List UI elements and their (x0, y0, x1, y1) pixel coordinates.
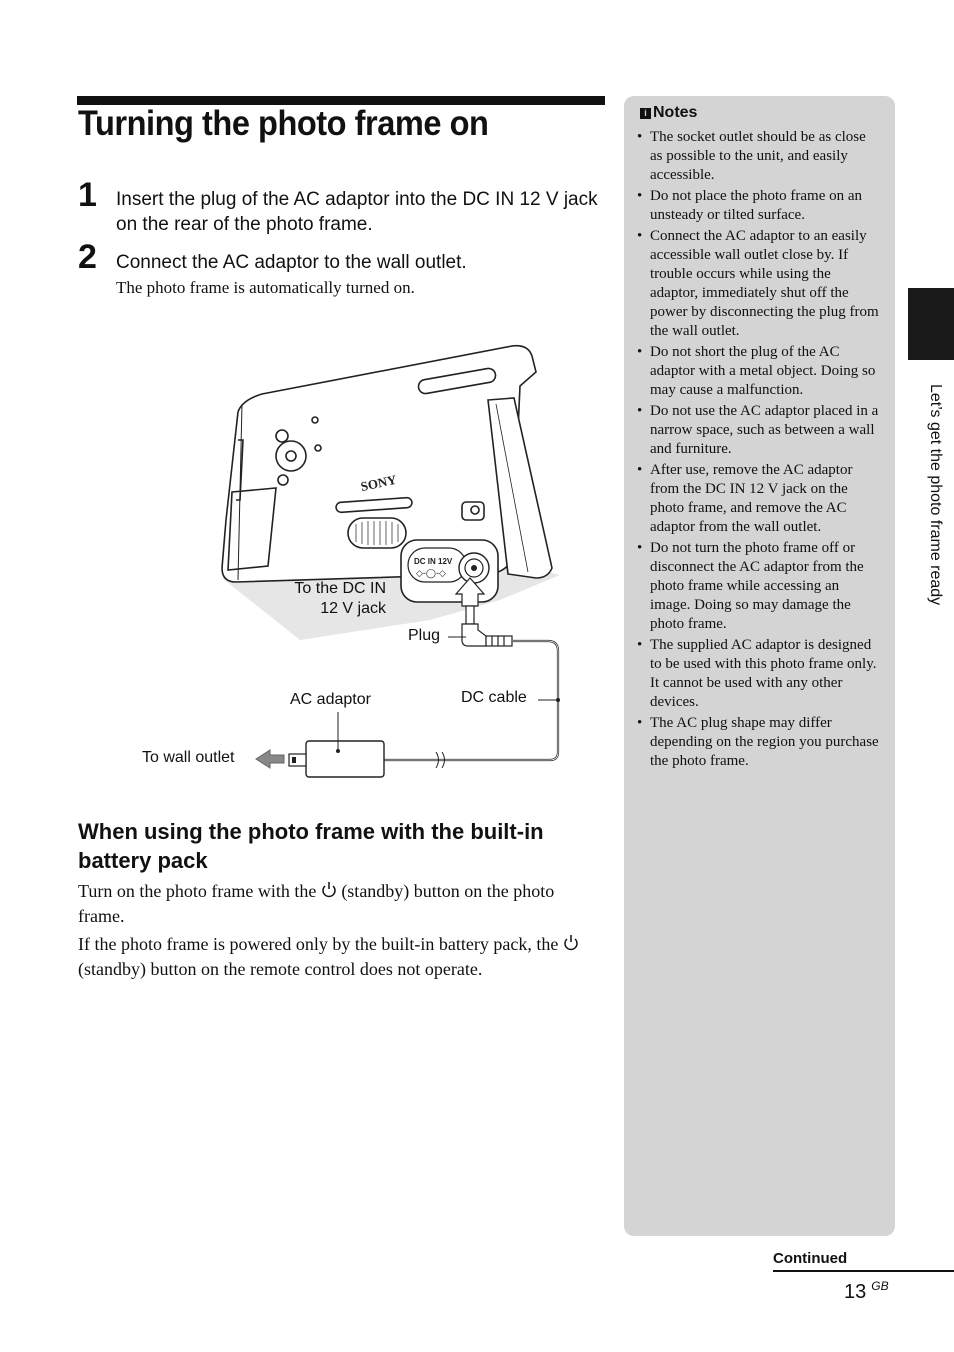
notes-icon: i (640, 108, 651, 119)
note-item: • Do not short the plug of the AC adaptor with a metal object. Doing so may cause a malfunction. (636, 343, 882, 400)
step-1-text: Insert the plug of the AC adaptor into the DC IN 12 V jack on the rear of the photo frame. (116, 189, 598, 235)
step-1-number: 1 (78, 176, 97, 214)
note-item: • After use, remove the AC adaptor from the DC IN 12 V jack on the photo frame, and remove the AC adaptor from the wall outlet. (636, 461, 882, 537)
page-number: 13 $^{GB}$ (844, 1279, 889, 1303)
battery-para-1: Turn on the photo frame with the (standby) button on the photo frame. (78, 881, 555, 926)
step-2-text: Connect the AC adaptor to the wall outlet. (116, 252, 467, 273)
notes-list (636, 128, 882, 773)
note-item: • Do not place the photo frame on an unsteady or tilted surface. (636, 187, 882, 225)
page-title: Turning the photo frame on (78, 104, 489, 143)
continued-label: Continued (773, 1250, 848, 1267)
battery-para-2: If the photo frame is powered only by the built-in battery pack, the (standby) button on the remote control does not operate. (78, 932, 603, 982)
continued-rule (773, 1270, 954, 1272)
dc-cable-label: DC cable (461, 689, 527, 706)
ac-adaptor-label: AC adaptor (290, 691, 371, 708)
wall-outlet-arrow-icon (256, 750, 284, 768)
frame-brand-logo: SONY (359, 471, 398, 495)
dc-plug (462, 606, 512, 646)
note-item: • Do not turn the photo frame off or disconnect the AC adaptor from the photo frame while accessing an image. Doing so may damage the photo frame. (636, 539, 882, 634)
wall-outlet-label: To wall outlet (142, 749, 235, 766)
photo-frame-rear (222, 346, 552, 582)
step-2-number: 2 (78, 238, 97, 276)
chapter-tab (908, 288, 954, 360)
chapter-tab-label: Let’s get the photo frame ready (927, 384, 944, 606)
ac-adaptor (306, 741, 384, 777)
jack-marking: DC IN 12V (414, 557, 453, 566)
notes-heading: i Notes (640, 104, 697, 122)
note-item: • Connect the AC adaptor to an easily accessible wall outlet close by. If trouble occurs while using the adaptor, immediately shut off the power by disconnecting the plug from the wall outlet. (636, 227, 882, 341)
note-item: • The AC plug shape may differ depending on the region you purchase the photo frame. (636, 714, 882, 771)
standby-icon (563, 934, 579, 951)
battery-section-heading: When using the photo frame with the built-in battery pack (78, 819, 544, 873)
standby-icon (321, 881, 337, 898)
svg-text:◇-◯-◇: ◇-◯-◇ (416, 568, 446, 578)
note-item: • The supplied AC adaptor is designed to be used with this photo frame only. It cannot be used with any other devices. (636, 636, 882, 712)
note-item: • The socket outlet should be as close as possible to the unit, and easily accessible. (636, 128, 882, 185)
dc-in-label: To the DC IN 12 V jack (294, 580, 386, 617)
step-2-subtext: The photo frame is automatically turned on. (116, 278, 415, 297)
note-item: • Do not use the AC adaptor placed in a narrow space, such as between a wall and furniture. (636, 402, 882, 459)
plug-label: Plug (408, 627, 441, 644)
